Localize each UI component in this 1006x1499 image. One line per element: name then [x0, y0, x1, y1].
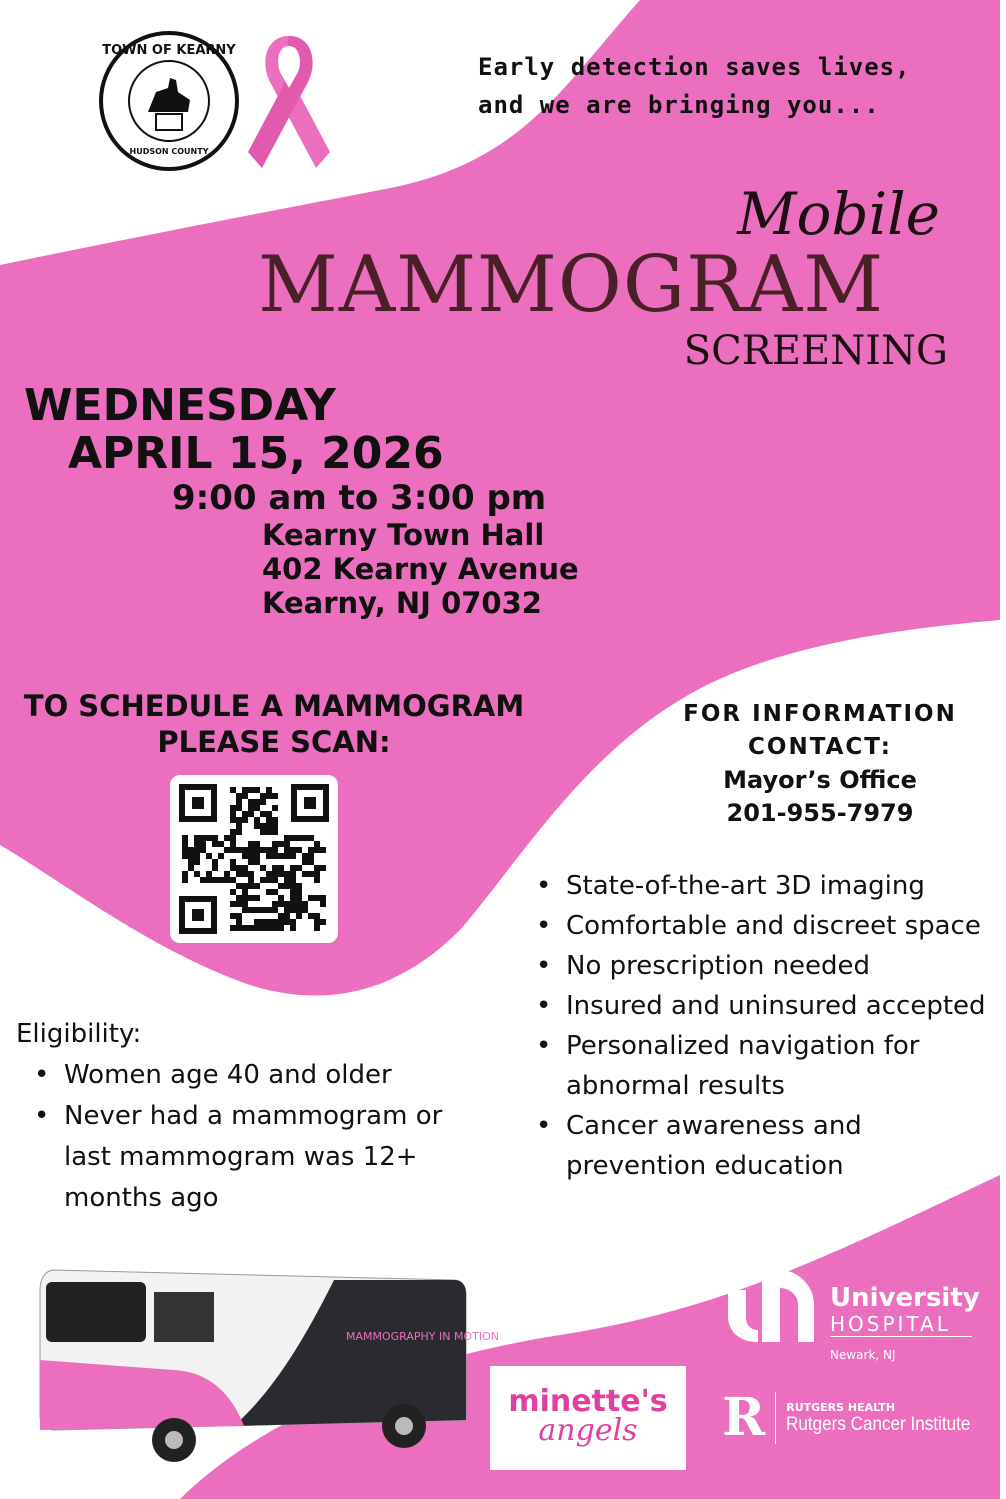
schedule-line: PLEASE SCAN: — [157, 725, 391, 759]
contact-phone: 201-955-7979 — [726, 799, 914, 827]
uh-mark-icon — [728, 1270, 816, 1342]
feature-item: • Personalized navigation for abnormal results — [536, 1026, 966, 1106]
title-main: MAMMOGRAM — [258, 240, 885, 330]
schedule-line: TO SCHEDULE A MAMMOGRAM — [23, 689, 525, 723]
address-line: 402 Kearny Avenue — [262, 552, 579, 586]
feature-item: • Insured and uninsured accepted — [536, 986, 1006, 1026]
event-time: 9:00 am to 3:00 pm — [172, 478, 547, 518]
event-day: WEDNESDAY — [24, 380, 336, 431]
svg-text:HUDSON COUNTY: HUDSON COUNTY — [129, 147, 209, 156]
address-line: Kearny, NJ 07032 — [262, 586, 542, 620]
feature-item: • Comfortable and discreet space — [536, 906, 1006, 946]
tagline-line: and we are bringing you... — [478, 91, 880, 119]
pink-ribbon-icon — [246, 32, 332, 170]
qr-code[interactable] — [170, 775, 338, 943]
eligibility-item: • Women age 40 and older — [34, 1055, 454, 1096]
contact-office: Mayor’s Office — [723, 766, 917, 794]
feature-item: • Cancer awareness and prevention education — [536, 1106, 886, 1186]
features-list — [536, 866, 1006, 1186]
tagline — [478, 48, 911, 124]
contact-heading: FOR INFORMATION — [683, 701, 957, 727]
logo-text: RUTGERS HEALTH — [786, 1400, 896, 1414]
contact-info — [660, 698, 980, 830]
event-date: APRIL 15, 2026 — [68, 428, 444, 479]
logo-text: Rutgers Cancer Institute — [786, 1413, 971, 1435]
title-script: Mobile — [737, 180, 940, 248]
university-hospital-logo — [728, 1270, 980, 1362]
bus-text: MAMMOGRAPHY IN MOTION — [346, 1330, 499, 1343]
tagline-line: Early detection saves lives, — [478, 53, 911, 81]
event-address — [262, 518, 579, 620]
svg-text:TOWN OF KEARNY: TOWN OF KEARNY — [102, 43, 236, 58]
address-line: Kearny Town Hall — [262, 518, 545, 552]
feature-item: • State-of-the-art 3D imaging — [536, 866, 1006, 906]
feature-item: • No prescription needed — [536, 946, 1006, 986]
eligibility — [16, 1014, 454, 1219]
schedule-text — [0, 688, 548, 760]
logo-text: minette's — [508, 1384, 668, 1419]
logo-text: HOSPITAL — [830, 1312, 951, 1336]
minettes-angels-logo — [490, 1366, 686, 1470]
rutgers-cancer-institute-logo — [722, 1387, 991, 1448]
eligibility-item: • Never had a mammogram or last mammogram was 12+ months ago — [34, 1096, 454, 1219]
logo-text: angels — [538, 1413, 638, 1448]
contact-heading: CONTACT: — [748, 734, 892, 760]
rutgers-r-icon: R — [722, 1392, 776, 1444]
logo-text: Newark, NJ — [830, 1348, 896, 1362]
title-sub: SCREENING — [683, 328, 948, 374]
mobile-mammography-bus — [34, 1240, 499, 1470]
town-of-kearny-seal — [98, 30, 240, 172]
logo-text: University — [830, 1283, 980, 1313]
eligibility-label: Eligibility: — [16, 1019, 142, 1049]
